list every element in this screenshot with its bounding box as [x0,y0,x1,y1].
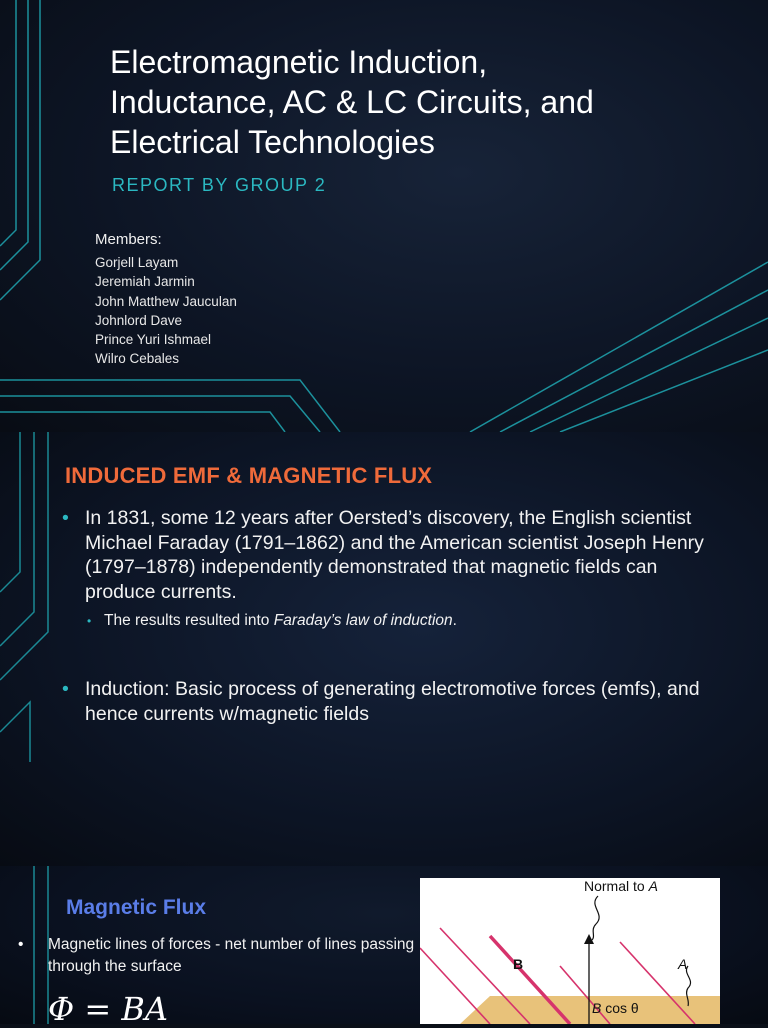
field-label: B [513,956,524,972]
title-slide [0,0,768,432]
members-heading: Members: [95,231,162,248]
slide-body [62,506,722,726]
member-name: Prince Yuri Ishmael [95,332,212,348]
normal-label-text: Normal to [584,878,649,894]
law-name: Faraday’s law of induction [273,612,453,629]
title-line: Inductance, AC & LC Circuits, and [110,84,594,120]
title-line: Electrical Technologies [110,124,435,160]
slide-heading: INDUCED EMF & MAGNETIC FLUX [65,463,433,488]
member-name: Wilro Cebales [95,351,180,367]
slide-heading: Magnetic Flux [66,896,207,919]
member-name: Jeremiah Jarmin [95,274,195,290]
sub-bullet-end: . [452,612,457,629]
sub-bullet-item [62,611,722,631]
normal-label [584,878,658,894]
flux-diagram-drawing [420,878,720,1024]
sub-bullet-text: The results resulted into [104,612,274,629]
flux-diagram [420,878,720,1024]
bcos-label [592,1000,639,1016]
member-name: John Matthew Jauculan [95,293,237,309]
flux-formula: Φ = BA [48,990,169,1028]
member-name: Johnlord Dave [95,312,183,328]
title-line: Electromagnetic Induction, [110,44,488,80]
normal-pointer [592,896,599,940]
slide-title [110,42,730,162]
bcos-var: B [592,1000,602,1016]
slide-subtitle: REPORT BY GROUP 2 [112,175,327,195]
bcos-text: cos θ [601,1000,639,1016]
bullet-item: • In 1831, some 12 years after Oersted’s discovery, the English scientist Michael Faraday (1791–1862) and the American scientist Joseph Henry (1797–1878) independently demonstrated that magnetic fields can produce currents. [62,506,722,604]
member-name: Gorjell Layam [95,255,179,270]
members-list [95,253,237,369]
bullet-item: • Magnetic lines of forces - net number of lines passing through the surface [18,934,428,978]
area-label: A [678,956,688,972]
bullet-item: • Induction: Basic process of generating electromotive forces (emfs), and hence currents w/magnetic fields [62,677,722,726]
normal-label-var: A [648,878,658,894]
